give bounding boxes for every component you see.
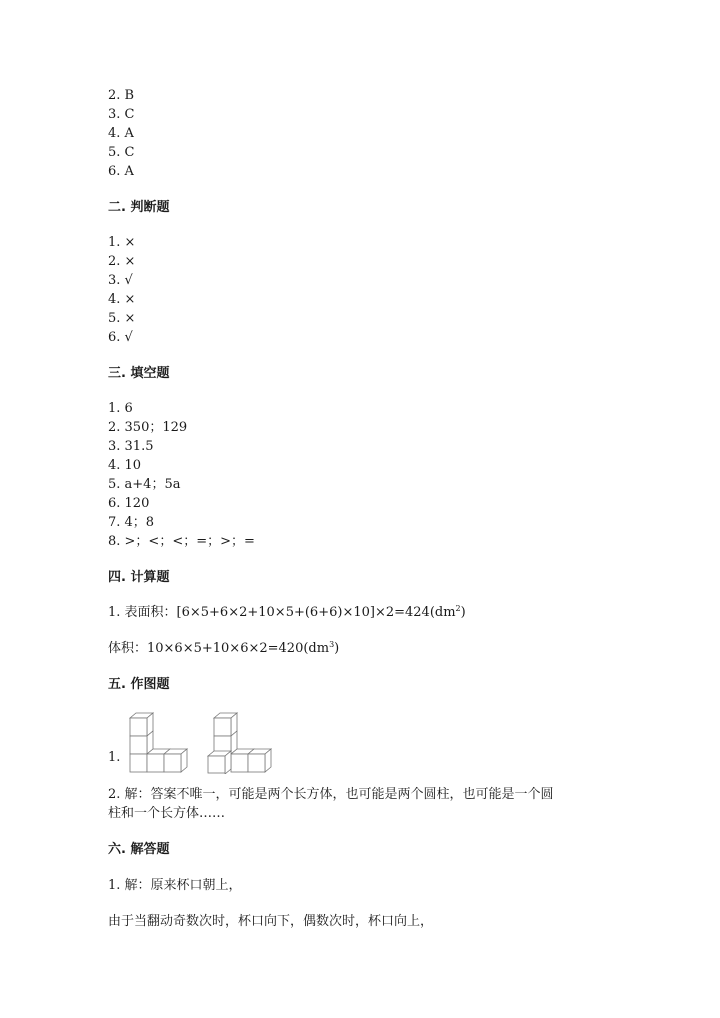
solution-line-2: 由于当翻动奇数次时，杯口向下，偶数次时，杯口向上， <box>108 914 434 929</box>
drawing-item-2-line-2: 柱和一个长方体…… <box>108 806 226 821</box>
s2-item-6: 6. √ <box>108 330 133 345</box>
s1-item-4: 5. C <box>108 145 135 160</box>
s3-item-5: 5. a+4；5a <box>108 477 181 492</box>
cube-view-2 <box>206 712 276 774</box>
volume-unit-exponent: 3 <box>329 640 335 649</box>
s3-item-2: 2. 350；129 <box>108 420 188 435</box>
s3-item-3: 3. 31.5 <box>108 439 154 454</box>
s3-item-6: 6. 120 <box>108 496 150 511</box>
s2-item-1: 1. × <box>108 235 136 250</box>
section-heading-drawing: 五. 作图题 <box>108 677 170 692</box>
s3-item-1: 1. 6 <box>108 401 133 416</box>
s3-item-4: 4. 10 <box>108 458 142 473</box>
solution-line-1: 1. 解：原来杯口朝上， <box>108 878 242 893</box>
surface-area-text: 1. 表面积：[6×5+6×2+10×5+(6+6)×10]×2=424(dm <box>108 605 456 620</box>
surface-area-close: ) <box>460 605 466 620</box>
cube-view-1 <box>128 712 198 774</box>
s1-item-1: 2. B <box>108 88 135 103</box>
s2-item-3: 3. √ <box>108 273 133 288</box>
cube-views-figure <box>128 712 278 774</box>
s1-item-3: 4. A <box>108 126 134 141</box>
section-heading-judgement: 二. 判断题 <box>108 200 170 215</box>
volume-close: ) <box>334 641 340 656</box>
drawing-item-2-line-1: 2. 解：答案不唯一，可能是两个长方体，也可能是两个圆柱，也可能是一个圆 <box>108 787 554 802</box>
volume-line <box>108 639 339 658</box>
surface-area-line <box>108 603 466 622</box>
section-heading-fill-blank: 三. 填空题 <box>108 366 170 381</box>
s3-item-7: 7. 4；8 <box>108 515 155 530</box>
volume-text: 体积：10×6×5+10×6×2=420(dm <box>108 641 330 656</box>
s1-item-2: 3. C <box>108 107 135 122</box>
s3-item-8: 8. >；<；<；=；>；= <box>108 534 255 549</box>
s1-item-5: 6. A <box>108 164 134 179</box>
section-heading-solutions: 六. 解答题 <box>108 842 170 857</box>
drawing-item-1-label: 1. <box>108 750 121 765</box>
s2-item-5: 5. × <box>108 311 136 326</box>
section-heading-calculation: 四. 计算题 <box>108 570 170 585</box>
s2-item-4: 4. × <box>108 292 136 307</box>
surface-area-unit-exponent: 2 <box>455 604 461 613</box>
s2-item-2: 2. × <box>108 254 136 269</box>
